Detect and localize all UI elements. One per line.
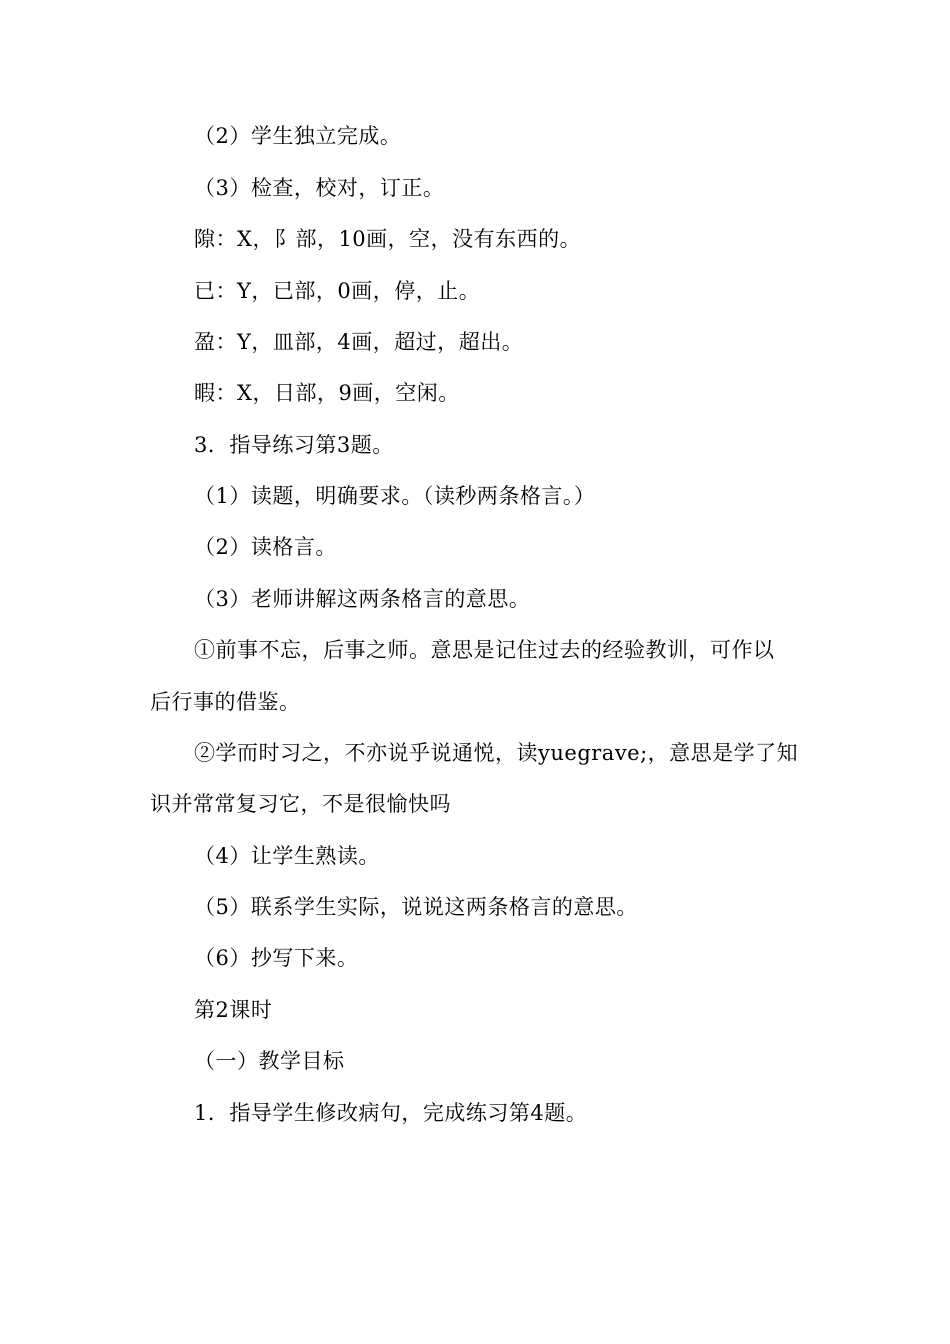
text-line: ②学而时习之，不亦说乎说通悦，读yuegrave;，意思是学了知 (194, 741, 799, 765)
text-line: （2）读格言。 (194, 535, 337, 559)
section-heading: 3．指导练习第3题。 (194, 433, 394, 457)
text-line: （5）联系学生实际，说说这两条格言的意思。 (194, 895, 638, 919)
text-line: （3）老师讲解这两条格言的意思。 (194, 587, 531, 611)
text-line: 暇：X，日部，9画，空闲。 (194, 381, 460, 405)
text-line: 后行事的借鉴。 (150, 690, 301, 714)
text-line: 识并常常复习它，不是很愉快吗 (150, 792, 451, 816)
text-line: （3）检查，校对，订正。 (194, 176, 445, 200)
text-line: 已：Y，已部，0画，停，止。 (194, 279, 481, 303)
text-line: （4）让学生熟读。 (194, 844, 380, 868)
text-line: （1）读题，明确要求。（读秒两条格言。） (194, 484, 596, 508)
text-line: 隙：X，阝部，10画，空，没有东西的。 (194, 227, 582, 251)
text-line: 1．指导学生修改病句，完成练习第4题。 (194, 1101, 588, 1125)
section-heading: 第2课时 (194, 998, 273, 1022)
section-heading: （一）教学目标 (194, 1049, 345, 1073)
text-line: （2）学生独立完成。 (194, 124, 402, 148)
text-line: （6）抄写下来。 (194, 946, 359, 970)
text-line: 盈：Y，皿部，4画，超过，超出。 (194, 330, 524, 354)
text-line: ①前事不忘，后事之师。意思是记住过去的经验教训，可作以 (194, 638, 775, 662)
